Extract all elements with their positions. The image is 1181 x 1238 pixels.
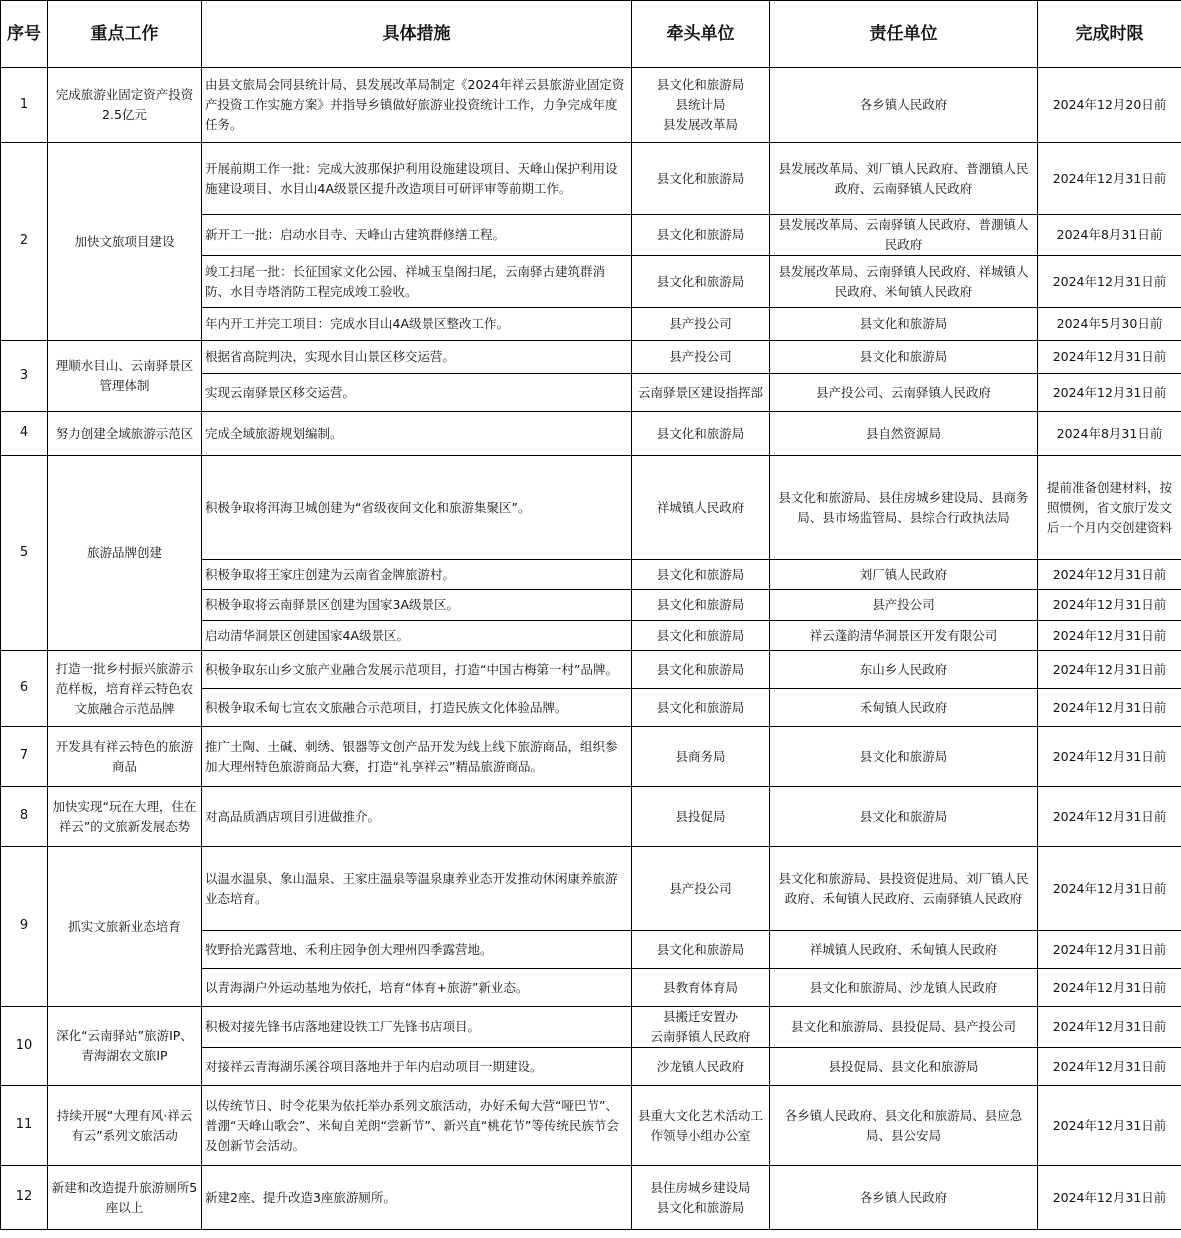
lead-unit: 云南驿景区建设指挥部 [632, 374, 770, 412]
row-number: 1 [1, 68, 48, 143]
measure: 对高品质酒店项目引进做推介。 [202, 787, 632, 847]
measure: 根据省高院判决，实现水目山景区移交运营。 [202, 341, 632, 374]
lead-unit: 县产投公司 [632, 847, 770, 931]
header-deadline: 完成时限 [1038, 1, 1181, 68]
table-row [1, 847, 1181, 931]
lead-unit: 县文化和旅游局 县统计局 县发展改革局 [632, 68, 770, 143]
deadline: 2024年8月31日前 [1038, 412, 1181, 456]
deadline: 2024年12月31日前 [1038, 689, 1181, 727]
deadline: 2024年12月31日前 [1038, 143, 1181, 215]
row-number: 9 [1, 847, 48, 1007]
table-row [1, 727, 1181, 787]
responsible-unit: 县文化和旅游局 [770, 787, 1038, 847]
table-row [1, 1086, 1181, 1166]
lead-unit: 县文化和旅游局 [632, 256, 770, 308]
table-row [1, 787, 1181, 847]
lead-unit: 县产投公司 [632, 341, 770, 374]
deadline: 2024年12月31日前 [1038, 374, 1181, 412]
measure: 实现云南驿景区移交运营。 [202, 374, 632, 412]
deadline: 2024年12月31日前 [1038, 1007, 1181, 1048]
lead-unit: 县文化和旅游局 [632, 621, 770, 651]
key-work: 完成旅游业固定资产投资2.5亿元 [48, 68, 202, 143]
measure: 以青海湖户外运动基地为依托，培育“体育+旅游”新业态。 [202, 969, 632, 1007]
row-number: 7 [1, 727, 48, 787]
responsible-unit: 东山乡人民政府 [770, 651, 1038, 689]
row-number: 2 [1, 143, 48, 341]
deadline: 2024年12月31日前 [1038, 969, 1181, 1007]
responsible-unit: 县发展改革局、云南驿镇人民政府、祥城镇人民政府、米甸镇人民政府 [770, 256, 1038, 308]
deadline: 2024年12月20日前 [1038, 68, 1181, 143]
row-number: 12 [1, 1166, 48, 1230]
deadline: 2024年12月31日前 [1038, 256, 1181, 308]
deadline: 2024年12月31日前 [1038, 560, 1181, 590]
responsible-unit: 县产投公司 [770, 590, 1038, 621]
key-work: 开发具有祥云特色的旅游商品 [48, 727, 202, 787]
table-row [1, 651, 1181, 689]
lead-unit: 县文化和旅游局 [632, 651, 770, 689]
responsible-unit: 各乡镇人民政府 [770, 68, 1038, 143]
responsible-unit: 县发展改革局、云南驿镇人民政府、普淜镇人民政府 [770, 215, 1038, 256]
deadline: 2024年12月31日前 [1038, 1086, 1181, 1166]
measure: 开展前期工作一批：完成大波那保护利用设施建设项目、天峰山保护利用设施建设项目、水目山4A级景区提升改造项目可研评审等前期工作。 [202, 143, 632, 215]
measure: 完成全域旅游规划编制。 [202, 412, 632, 456]
measure: 以传统节日、时令花果为依托举办系列文旅活动，办好禾甸大营“哑巴节”、普淜“天峰山歌会”、米甸自羌朗“尝新节”、新兴直“桃花节”等传统民族节会及创新节会活动。 [202, 1086, 632, 1166]
lead-unit: 县文化和旅游局 [632, 689, 770, 727]
table-row [1, 412, 1181, 456]
table-row [1, 1007, 1181, 1048]
responsible-unit: 各乡镇人民政府 [770, 1166, 1038, 1230]
table-row [1, 1166, 1181, 1230]
measure: 竣工扫尾一批：长征国家文化公园、祥城玉皇阁扫尾，云南驿古建筑群消防、水目寺塔消防工程完成竣工验收。 [202, 256, 632, 308]
lead-unit: 县搬迁安置办 云南驿镇人民政府 [632, 1007, 770, 1048]
deadline: 2024年12月31日前 [1038, 787, 1181, 847]
deadline: 2024年12月31日前 [1038, 931, 1181, 969]
responsible-unit: 县文化和旅游局、县投资促进局、刘厂镇人民政府、禾甸镇人民政府、云南驿镇人民政府 [770, 847, 1038, 931]
measure: 积极争取将王家庄创建为云南省金牌旅游村。 [202, 560, 632, 590]
lead-unit: 县文化和旅游局 [632, 215, 770, 256]
table-row [1, 143, 1181, 215]
row-number: 6 [1, 651, 48, 727]
key-work: 持续开展“大理有风·祥云有云”系列文旅活动 [48, 1086, 202, 1166]
row-number: 5 [1, 456, 48, 651]
responsible-unit: 县自然资源局 [770, 412, 1038, 456]
measure: 积极争取将云南驿景区创建为国家3A级景区。 [202, 590, 632, 621]
lead-unit: 县文化和旅游局 [632, 931, 770, 969]
header-row [1, 1, 1181, 68]
measure: 由县文旅局会同县统计局、县发展改革局制定《2024年祥云县旅游业固定资产投资工作实施方案》并指导乡镇做好旅游业投资统计工作，力争完成年度任务。 [202, 68, 632, 143]
measure: 推广土陶、土碱、刺绣、银器等文创产品开发为线上线下旅游商品，组织参加大理州特色旅游商品大赛，打造“礼享祥云”精品旅游商品。 [202, 727, 632, 787]
header-lead: 牵头单位 [632, 1, 770, 68]
measure: 牧野拾光露营地、禾利庄园争创大理州四季露营地。 [202, 931, 632, 969]
measure: 新开工一批：启动水目寺、天峰山古建筑群修缮工程。 [202, 215, 632, 256]
key-work: 努力创建全域旅游示范区 [48, 412, 202, 456]
deadline: 2024年12月31日前 [1038, 727, 1181, 787]
deadline: 2024年12月31日前 [1038, 1166, 1181, 1230]
responsible-unit: 刘厂镇人民政府 [770, 560, 1038, 590]
lead-unit: 县住房城乡建设局 县文化和旅游局 [632, 1166, 770, 1230]
lead-unit: 县文化和旅游局 [632, 560, 770, 590]
row-number: 10 [1, 1007, 48, 1086]
responsible-unit: 县发展改革局、刘厂镇人民政府、普淜镇人民政府、云南驿镇人民政府 [770, 143, 1038, 215]
deadline: 提前准备创建材料，按照惯例，省文旅厅发文后一个月内交创建资料 [1038, 456, 1181, 560]
responsible-unit: 县文化和旅游局、县投促局、县产投公司 [770, 1007, 1038, 1048]
row-number: 8 [1, 787, 48, 847]
table-row [1, 456, 1181, 560]
responsible-unit: 县文化和旅游局 [770, 308, 1038, 341]
row-number: 4 [1, 412, 48, 456]
key-work: 深化“云南驿站”旅游IP、青海湖农文旅IP [48, 1007, 202, 1086]
measure: 积极争取禾甸七宣农文旅融合示范项目，打造民族文化体验品牌。 [202, 689, 632, 727]
deadline: 2024年8月31日前 [1038, 215, 1181, 256]
key-work: 加快实现“玩在大理，住在祥云”的文旅新发展态势 [48, 787, 202, 847]
row-number: 3 [1, 341, 48, 412]
responsible-unit: 县文化和旅游局 [770, 341, 1038, 374]
responsible-unit: 县产投公司、云南驿镇人民政府 [770, 374, 1038, 412]
deadline: 2024年12月31日前 [1038, 621, 1181, 651]
header-key-work: 重点工作 [48, 1, 202, 68]
responsible-unit: 县文化和旅游局、县住房城乡建设局、县商务局、县市场监管局、县综合行政执法局 [770, 456, 1038, 560]
responsible-unit: 县文化和旅游局、沙龙镇人民政府 [770, 969, 1038, 1007]
deadline: 2024年12月31日前 [1038, 590, 1181, 621]
key-work: 理顺水目山、云南驿景区管理体制 [48, 341, 202, 412]
deadline: 2024年12月31日前 [1038, 1048, 1181, 1086]
deadline: 2024年12月31日前 [1038, 847, 1181, 931]
responsible-unit: 祥城镇人民政府、禾甸镇人民政府 [770, 931, 1038, 969]
header-responsible: 责任单位 [770, 1, 1038, 68]
header-no: 序号 [1, 1, 48, 68]
key-work: 新建和改造提升旅游厕所5座以上 [48, 1166, 202, 1230]
key-work: 加快文旅项目建设 [48, 143, 202, 341]
lead-unit: 县重大文化艺术活动工作领导小组办公室 [632, 1086, 770, 1166]
row-number: 11 [1, 1086, 48, 1166]
lead-unit: 祥城镇人民政府 [632, 456, 770, 560]
lead-unit: 县文化和旅游局 [632, 143, 770, 215]
table-row [1, 341, 1181, 374]
deadline: 2024年12月31日前 [1038, 341, 1181, 374]
lead-unit: 县产投公司 [632, 308, 770, 341]
deadline: 2024年5月30日前 [1038, 308, 1181, 341]
responsible-unit: 各乡镇人民政府、县文化和旅游局、县应急局、县公安局 [770, 1086, 1038, 1166]
header-measures: 具体措施 [202, 1, 632, 68]
responsible-unit: 县文化和旅游局 [770, 727, 1038, 787]
measure: 新建2座、提升改造3座旅游厕所。 [202, 1166, 632, 1230]
measure: 积极争取东山乡文旅产业融合发展示范项目，打造“中国古梅第一村”品牌。 [202, 651, 632, 689]
lead-unit: 县文化和旅游局 [632, 412, 770, 456]
responsible-unit: 禾甸镇人民政府 [770, 689, 1038, 727]
lead-unit: 县文化和旅游局 [632, 590, 770, 621]
responsible-unit: 祥云蓬韵清华洞景区开发有限公司 [770, 621, 1038, 651]
lead-unit: 县投促局 [632, 787, 770, 847]
measure: 对接祥云青海湖乐溪谷项目落地并于年内启动项目一期建设。 [202, 1048, 632, 1086]
measure: 以温水温泉、象山温泉、王家庄温泉等温泉康养业态开发推动休闲康养旅游业态培育。 [202, 847, 632, 931]
responsible-unit: 县投促局、县文化和旅游局 [770, 1048, 1038, 1086]
deadline: 2024年12月31日前 [1038, 651, 1181, 689]
table-row [1, 68, 1181, 143]
measure: 年内开工并完工项目：完成水目山4A级景区整改工作。 [202, 308, 632, 341]
lead-unit: 县教育体育局 [632, 969, 770, 1007]
key-work: 抓实文旅新业态培育 [48, 847, 202, 1007]
lead-unit: 沙龙镇人民政府 [632, 1048, 770, 1086]
lead-unit: 县商务局 [632, 727, 770, 787]
key-work: 打造一批乡村振兴旅游示范样板，培育祥云特色农文旅融合示范品牌 [48, 651, 202, 727]
measure: 积极争取将洱海卫城创建为“省级夜间文化和旅游集聚区”。 [202, 456, 632, 560]
measure: 积极对接先锋书店落地建设铁工厂先锋书店项目。 [202, 1007, 632, 1048]
key-work: 旅游品牌创建 [48, 456, 202, 651]
measure: 启动清华洞景区创建国家4A级景区。 [202, 621, 632, 651]
